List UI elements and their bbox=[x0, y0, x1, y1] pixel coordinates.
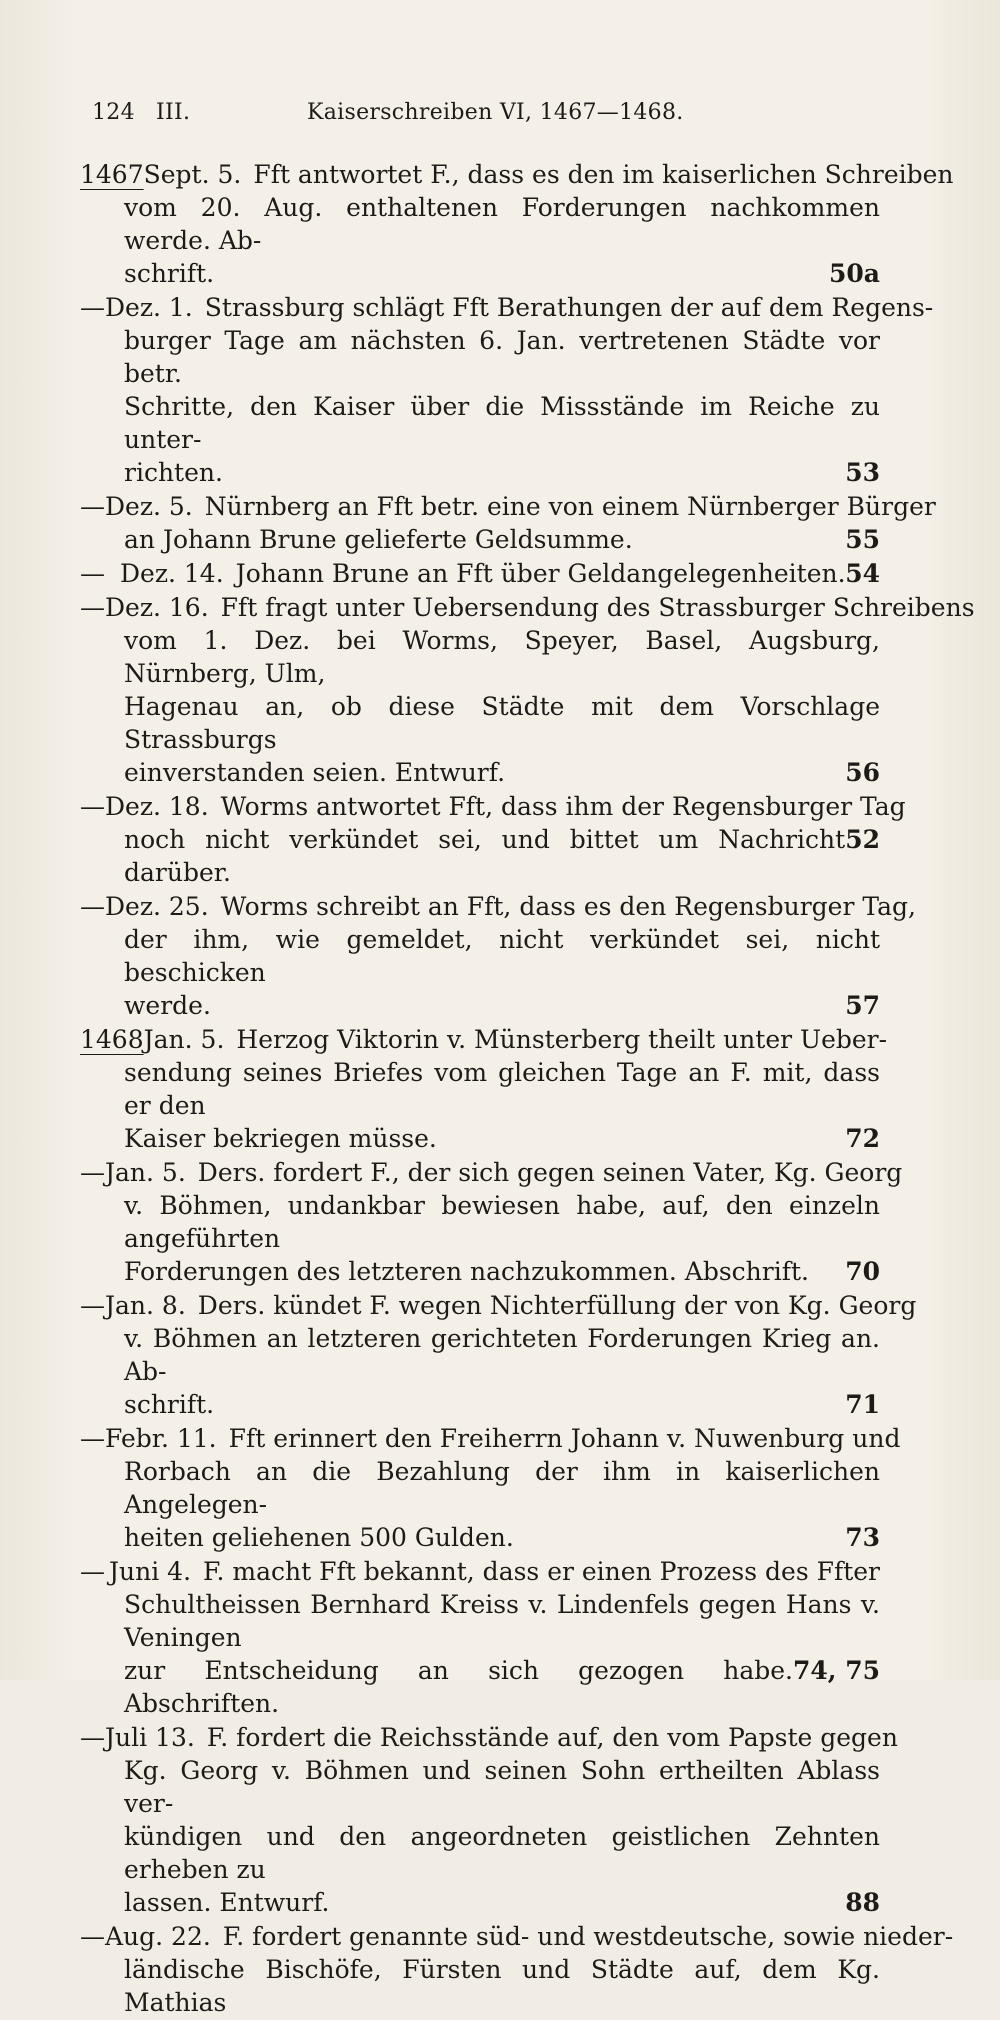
entry-text: Kg. Georg v. Böhmen und seinen Sohn ertheilten Ablass ver- bbox=[124, 1756, 880, 1818]
entry-text: Forderungen des letzteren nachzukommen. Abschrift. bbox=[124, 1257, 809, 1286]
entry-date: Sept. 5. bbox=[143, 160, 242, 189]
entry-text-line bbox=[80, 257, 880, 290]
entry-text-line: Strassburg schlägt Fft Berathungen der auf dem Regens- bbox=[204, 293, 934, 322]
entry-number: 57 bbox=[845, 991, 880, 1020]
entry-text-line bbox=[80, 390, 880, 456]
entry-first-line bbox=[80, 1023, 888, 1056]
entry-text: Kaiser bekriegen müsse. bbox=[124, 1124, 437, 1153]
entry-text-line: Johann Brune an Fft über Geldangelegenheiten. bbox=[235, 559, 846, 588]
entry-text-line: F. macht Fft bekannt, dass er einen Prozess des Ffter bbox=[203, 1557, 880, 1586]
entry-dash: — bbox=[80, 1291, 105, 1320]
part-number: III. bbox=[156, 100, 191, 125]
entry-text: sendung seines Briefes vom gleichen Tage an F. mit, dass er den bbox=[124, 1058, 880, 1120]
entry-year: 1467 bbox=[80, 160, 144, 189]
regest-entry bbox=[80, 1156, 903, 1288]
entry-text-line bbox=[80, 1455, 880, 1521]
regest-entry bbox=[80, 490, 936, 556]
entry-text-line bbox=[80, 1122, 880, 1155]
entry-dash: — bbox=[80, 1158, 105, 1187]
entry-text-line bbox=[80, 989, 880, 1022]
entry-number: 71 bbox=[845, 1390, 880, 1419]
entry-text-line: Fft erinnert den Freiherrn Johann v. Nuwenburg und bbox=[228, 1424, 901, 1453]
entry-text-line bbox=[80, 1953, 880, 2019]
entry-number: 56 bbox=[845, 758, 880, 787]
entry-dash: — bbox=[80, 892, 105, 921]
entry-text: werde. bbox=[124, 991, 211, 1020]
running-title: Kaiserschreiben VI, 1467—1468. bbox=[307, 100, 684, 125]
entry-number: 53 bbox=[845, 458, 880, 487]
entry-text-line: Fft antwortet F., dass es den im kaiserlichen Schreiben bbox=[253, 160, 954, 189]
entry-dash: — bbox=[80, 792, 105, 821]
entry-text-line bbox=[80, 1056, 880, 1122]
entry-text: richten. bbox=[124, 458, 223, 487]
entry-number: 52 bbox=[845, 825, 880, 854]
entry-dash: — bbox=[80, 1424, 105, 1453]
regest-entry bbox=[80, 890, 916, 1022]
entry-date: Dez. 18. bbox=[105, 792, 209, 821]
entry-text-line bbox=[80, 624, 880, 690]
entry-year: 1468 bbox=[80, 1025, 144, 1054]
entry-text-line bbox=[80, 1886, 880, 1919]
entry-text-line bbox=[80, 1588, 880, 1654]
regest-list bbox=[80, 158, 975, 2020]
entry-text-line bbox=[80, 690, 880, 756]
entry-number: 73 bbox=[845, 1523, 880, 1552]
entry-date: Dez. 1. bbox=[105, 293, 193, 322]
entry-number: 55 bbox=[845, 525, 880, 554]
entry-number: 54 bbox=[845, 559, 880, 588]
entry-date: Aug. 22. bbox=[105, 1922, 211, 1951]
regest-entry bbox=[80, 291, 934, 489]
entry-text: der ihm, wie gemeldet, nicht verkündet sei, nicht beschicken bbox=[124, 925, 880, 987]
entry-text: Schultheissen Bernhard Kreiss v. Lindenfels gegen Hans v. Veningen bbox=[124, 1590, 880, 1652]
entry-text: Schritte, den Kaiser über die Missstände im Reiche zu unter- bbox=[124, 392, 880, 454]
regest-entry bbox=[80, 158, 954, 290]
regest-entry bbox=[80, 1555, 880, 1720]
entry-text: burger Tage am nächsten 6. Jan. vertretenen Städte vor betr. bbox=[124, 326, 880, 388]
entry-text: an Johann Brune gelieferte Geldsumme. bbox=[124, 525, 633, 554]
entry-text-line bbox=[80, 456, 880, 489]
entry-dash: — bbox=[80, 1557, 105, 1586]
entry-text-line: Ders. kündet F. wegen Nichterfüllung der von Kg. Georg bbox=[197, 1291, 917, 1320]
regest-entry bbox=[80, 1422, 901, 1554]
entry-first-line bbox=[80, 1422, 901, 1455]
entry-text: Rorbach an die Bezahlung der ihm in kaiserlichen Angelegen- bbox=[124, 1457, 880, 1519]
entry-number: 88 bbox=[845, 1888, 880, 1917]
entry-text: vom 1. Dez. bei Worms, Speyer, Basel, Augsburg, Nürnberg, Ulm, bbox=[124, 626, 880, 688]
entry-text-line bbox=[80, 1654, 880, 1720]
entry-date: Dez. 14. bbox=[120, 559, 224, 588]
entry-first-line bbox=[80, 790, 906, 823]
entry-first-line bbox=[80, 1555, 880, 1588]
regest-entry bbox=[80, 1023, 888, 1155]
entry-text-line bbox=[80, 756, 880, 789]
entry-text: v. Böhmen, undankbar bewiesen habe, auf, den einzeln angeführten bbox=[124, 1191, 880, 1253]
entry-text: heiten geliehenen 500 Gulden. bbox=[124, 1523, 514, 1552]
entry-number: 50a bbox=[829, 259, 880, 288]
entry-text-line: Herzog Viktorin v. Münsterberg theilt unter Ueber- bbox=[236, 1025, 888, 1054]
entry-text: Hagenau an, ob diese Städte mit dem Vorschlage Strassburgs bbox=[124, 692, 880, 754]
entry-text: schrift. bbox=[124, 1390, 215, 1419]
entry-date: Jan. 8. bbox=[105, 1291, 186, 1320]
entry-dash: — bbox=[80, 1922, 105, 1951]
entry-text: lassen. Entwurf. bbox=[124, 1888, 330, 1917]
entry-date: Juni 4. bbox=[109, 1557, 192, 1586]
entry-text-line: Nürnberg an Fft betr. eine von einem Nürnberger Bürger bbox=[204, 492, 936, 521]
page-number: 124 bbox=[92, 100, 135, 125]
entry-text-line: Fft fragt unter Uebersendung des Strassburger Schreibens bbox=[220, 593, 975, 622]
entry-text-line bbox=[80, 1388, 880, 1421]
entry-text-line bbox=[80, 923, 880, 989]
entry-number: 74, 75 bbox=[793, 1656, 880, 1685]
entry-dash: — bbox=[80, 293, 105, 322]
entry-text-line bbox=[80, 1521, 880, 1554]
entry-date: Dez. 16. bbox=[105, 593, 209, 622]
entry-text: ländische Bischöfe, Fürsten und Städte auf, dem Kg. Mathias bbox=[124, 1955, 880, 2017]
entry-text: einverstanden seien. Entwurf. bbox=[124, 758, 506, 787]
entry-date: Jan. 5. bbox=[143, 1025, 225, 1054]
entry-text-line bbox=[80, 1820, 880, 1886]
entry-dash: — bbox=[80, 559, 105, 588]
entry-first-line bbox=[80, 1156, 903, 1189]
entry-text-line bbox=[80, 1189, 880, 1255]
entry-text-line: Ders. fordert F., der sich gegen seinen Vater, Kg. Georg bbox=[197, 1158, 903, 1187]
regest-entry bbox=[80, 557, 880, 590]
entry-dash: — bbox=[80, 492, 105, 521]
regest-entry bbox=[80, 591, 975, 789]
entry-text: zur Entscheidung an sich gezogen habe. Abschriften. bbox=[124, 1656, 793, 1718]
entry-text-line bbox=[80, 1322, 880, 1388]
entry-first-line bbox=[80, 490, 936, 523]
entry-first-line bbox=[80, 890, 916, 923]
entry-text: noch nicht verkündet sei, und bittet um Nachricht darüber. bbox=[124, 825, 846, 887]
entry-first-line bbox=[80, 1721, 898, 1754]
entry-text: vom 20. Aug. enthaltenen Forderungen nachkommen werde. Ab- bbox=[124, 193, 880, 255]
entry-number: 72 bbox=[845, 1124, 880, 1153]
entry-date: Dez. 5. bbox=[105, 492, 193, 521]
entry-date: Dez. 25. bbox=[105, 892, 209, 921]
regest-entry bbox=[80, 1920, 954, 2019]
regest-entry bbox=[80, 790, 906, 889]
entry-text-line: F. fordert genannte süd- und westdeutsche, sowie nieder- bbox=[222, 1922, 954, 1951]
entry-first-line bbox=[80, 1289, 917, 1322]
entry-date: Febr. 11. bbox=[105, 1424, 217, 1453]
entry-text: kündigen und den angeordneten geistlichen Zehnten erheben zu bbox=[124, 1822, 880, 1884]
entry-text: v. Böhmen an letzteren gerichteten Forderungen Krieg an. Ab- bbox=[124, 1324, 880, 1386]
entry-text-line bbox=[80, 1754, 880, 1820]
regest-entry bbox=[80, 1289, 917, 1421]
entry-dash: — bbox=[80, 1723, 105, 1752]
entry-dash: — bbox=[80, 593, 105, 622]
entry-text-line bbox=[80, 1255, 880, 1288]
entry-number: 70 bbox=[845, 1257, 880, 1286]
entry-text-line bbox=[80, 324, 880, 390]
entry-date: Jan. 5. bbox=[105, 1158, 186, 1187]
entry-text-line bbox=[80, 823, 880, 889]
entry-first-line bbox=[80, 158, 954, 191]
entry-first-line bbox=[80, 557, 880, 590]
entry-text-line: F. fordert die Reichsstände auf, den vom Papste gegen bbox=[206, 1723, 898, 1752]
entry-first-line bbox=[80, 291, 934, 324]
entry-first-line bbox=[80, 591, 975, 624]
entry-text-line bbox=[80, 523, 880, 556]
entry-text-line: Worms schreibt an Fft, dass es den Regensburger Tag, bbox=[220, 892, 916, 921]
regest-entry bbox=[80, 1721, 898, 1919]
entry-text-line bbox=[80, 191, 880, 257]
entry-text-line: Worms antwortet Fft, dass ihm der Regensburger Tag bbox=[220, 792, 906, 821]
entry-date: Juli 13. bbox=[105, 1723, 195, 1752]
entry-text: schrift. bbox=[124, 259, 215, 288]
entry-first-line bbox=[80, 1920, 954, 1953]
